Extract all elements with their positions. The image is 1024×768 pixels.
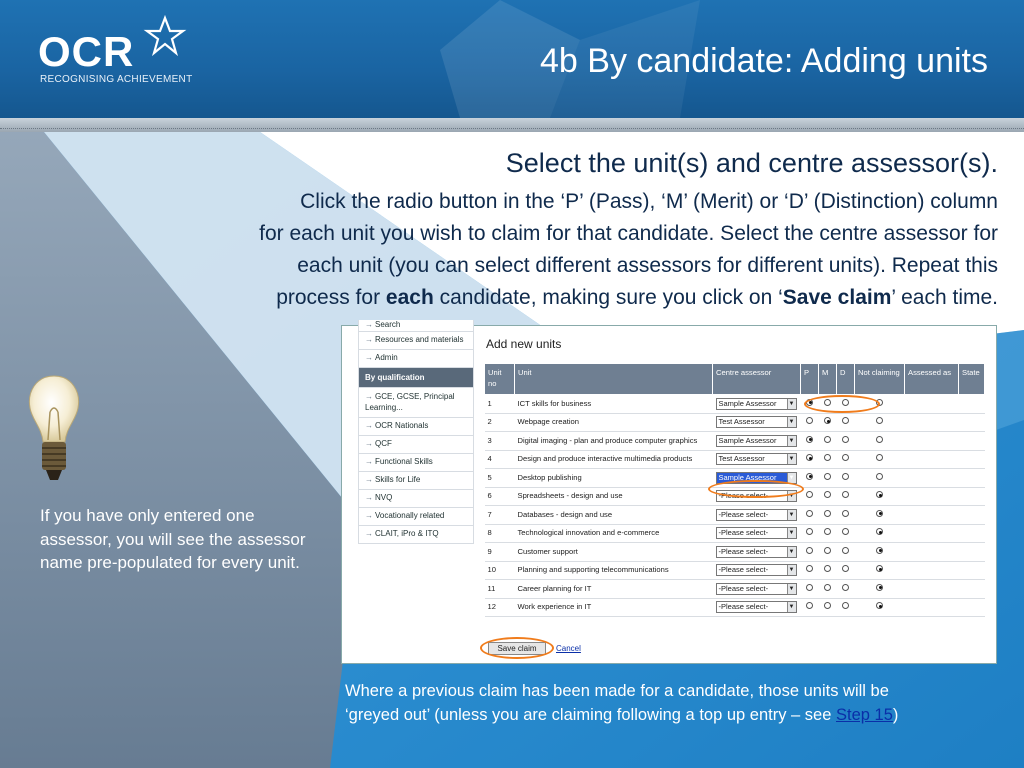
radio-not-claiming[interactable] bbox=[876, 565, 883, 572]
radio-cell bbox=[801, 413, 819, 432]
arrow-icon: → bbox=[365, 493, 373, 502]
radio-distinction[interactable] bbox=[842, 547, 849, 554]
unit-name-cell: Planning and supporting telecommunications bbox=[515, 561, 713, 580]
add-units-title: Add new units bbox=[486, 337, 562, 351]
assessor-select[interactable] bbox=[716, 398, 797, 410]
nav-item[interactable] bbox=[358, 472, 474, 490]
radio-cell bbox=[801, 580, 819, 599]
radio-cell bbox=[819, 450, 837, 469]
radio-pass[interactable] bbox=[806, 602, 813, 609]
col-state: State bbox=[959, 364, 985, 395]
radio-merit[interactable] bbox=[824, 584, 831, 591]
radio-distinction[interactable] bbox=[842, 491, 849, 498]
radio-cell bbox=[855, 580, 905, 599]
col-merit: M bbox=[819, 364, 837, 395]
state-cell bbox=[959, 450, 985, 469]
assessor-select-value: Sample Assessor bbox=[718, 472, 777, 482]
star-icon bbox=[145, 16, 185, 56]
header-bar bbox=[0, 0, 1024, 118]
radio-cell bbox=[855, 543, 905, 562]
unit-no-cell: 4 bbox=[485, 450, 515, 469]
assessor-cell bbox=[713, 561, 801, 580]
assessed-as-cell bbox=[905, 395, 959, 414]
radio-merit[interactable] bbox=[824, 547, 831, 554]
radio-pass[interactable] bbox=[806, 417, 813, 424]
arrow-icon: → bbox=[365, 335, 373, 344]
state-cell bbox=[959, 432, 985, 451]
assessed-as-cell bbox=[905, 543, 959, 562]
unit-name-cell: Databases - design and use bbox=[515, 506, 713, 525]
assessor-cell bbox=[713, 395, 801, 414]
nav-item[interactable] bbox=[358, 368, 474, 388]
chevron-down-icon: ▼ bbox=[787, 399, 796, 409]
arrow-icon: → bbox=[365, 511, 373, 520]
radio-cell bbox=[855, 469, 905, 488]
radio-cell bbox=[801, 524, 819, 543]
nav-item-label: Admin bbox=[375, 353, 398, 362]
radio-distinction[interactable] bbox=[842, 454, 849, 461]
nav-item-label: CLAIT, iPro & ITQ bbox=[375, 529, 439, 538]
state-cell bbox=[959, 561, 985, 580]
unit-no-cell: 7 bbox=[485, 506, 515, 525]
lightbulb-icon bbox=[24, 372, 84, 490]
nav-item-label: Functional Skills bbox=[375, 457, 433, 466]
unit-no-cell: 10 bbox=[485, 561, 515, 580]
radio-cell bbox=[855, 450, 905, 469]
radio-cell bbox=[837, 580, 855, 599]
radio-cell bbox=[855, 524, 905, 543]
logo-tagline: RECOGNISING ACHIEVEMENT bbox=[40, 74, 193, 85]
radio-merit[interactable] bbox=[824, 417, 831, 424]
text-fragment: process for bbox=[276, 286, 386, 309]
nav-item[interactable] bbox=[358, 320, 474, 332]
radio-cell bbox=[837, 524, 855, 543]
unit-no-cell: 8 bbox=[485, 524, 515, 543]
note-text-end: ) bbox=[892, 705, 899, 724]
col-unit-no: Unit no bbox=[485, 364, 515, 395]
nav-item[interactable] bbox=[358, 508, 474, 526]
radio-pass[interactable] bbox=[806, 491, 813, 498]
assessor-select-value: Sample Assessor bbox=[718, 398, 777, 408]
radio-cell bbox=[837, 432, 855, 451]
assessor-select-value: Test Assessor bbox=[718, 454, 765, 464]
chevron-down-icon: ▼ bbox=[787, 584, 796, 594]
chevron-down-icon: ▼ bbox=[787, 565, 796, 575]
col-distinction: D bbox=[837, 364, 855, 395]
radio-cell bbox=[837, 413, 855, 432]
table-row bbox=[485, 395, 985, 414]
highlight-ring-save bbox=[480, 637, 554, 659]
radio-merit[interactable] bbox=[824, 602, 831, 609]
radio-cell bbox=[819, 543, 837, 562]
state-cell bbox=[959, 395, 985, 414]
assessor-select[interactable] bbox=[716, 416, 797, 428]
text-fragment: candidate, making sure you click on ‘ bbox=[433, 286, 783, 309]
assessor-select-value: -Please select- bbox=[718, 491, 769, 501]
arrow-icon: → bbox=[365, 421, 373, 430]
table-row bbox=[485, 413, 985, 432]
nav-item[interactable] bbox=[358, 436, 474, 454]
state-cell bbox=[959, 580, 985, 599]
radio-cell bbox=[819, 413, 837, 432]
radio-cell bbox=[801, 598, 819, 617]
step-15-link[interactable]: Step 15 bbox=[836, 705, 893, 724]
radio-distinction[interactable] bbox=[842, 565, 849, 572]
table-row bbox=[485, 506, 985, 525]
radio-cell bbox=[855, 506, 905, 525]
chevron-down-icon: ▼ bbox=[787, 417, 796, 427]
state-cell bbox=[959, 524, 985, 543]
assessed-as-cell bbox=[905, 506, 959, 525]
arrow-icon: → bbox=[365, 353, 373, 362]
arrow-icon: → bbox=[365, 320, 373, 329]
table-header-row bbox=[485, 364, 985, 395]
state-cell bbox=[959, 543, 985, 562]
assessor-select-value: -Please select- bbox=[718, 528, 769, 538]
chevron-down-icon: ▼ bbox=[787, 454, 796, 464]
state-cell bbox=[959, 487, 985, 506]
radio-cell bbox=[801, 450, 819, 469]
radio-cell bbox=[801, 561, 819, 580]
arrow-icon: → bbox=[365, 457, 373, 466]
chevron-down-icon: ▼ bbox=[787, 510, 796, 520]
unit-name-cell: Desktop publishing bbox=[515, 469, 713, 488]
radio-cell bbox=[837, 487, 855, 506]
nav-item[interactable] bbox=[358, 526, 474, 544]
radio-not-claiming[interactable] bbox=[876, 547, 883, 554]
table-row bbox=[485, 598, 985, 617]
assessed-as-cell bbox=[905, 469, 959, 488]
assessor-select[interactable] bbox=[716, 509, 797, 521]
nav-item-label: Search bbox=[375, 320, 401, 329]
radio-not-claiming[interactable] bbox=[876, 528, 883, 535]
assessed-as-cell bbox=[905, 561, 959, 580]
nav-item[interactable] bbox=[358, 350, 474, 368]
radio-pass[interactable] bbox=[806, 528, 813, 535]
radio-not-claiming[interactable] bbox=[876, 510, 883, 517]
radio-not-claiming[interactable] bbox=[876, 491, 883, 498]
unit-name-cell: Customer support bbox=[515, 543, 713, 562]
radio-distinction[interactable] bbox=[842, 528, 849, 535]
table-row bbox=[485, 580, 985, 599]
unit-no-cell: 9 bbox=[485, 543, 515, 562]
nav-item-label: Vocationally related bbox=[375, 511, 445, 520]
radio-merit[interactable] bbox=[824, 436, 831, 443]
assessed-as-cell bbox=[905, 432, 959, 451]
state-cell bbox=[959, 469, 985, 488]
unit-name-cell: Digital imaging - plan and produce computer graphics bbox=[515, 432, 713, 451]
radio-cell bbox=[819, 469, 837, 488]
instruction-line bbox=[78, 282, 998, 314]
state-cell bbox=[959, 413, 985, 432]
unit-no-cell: 12 bbox=[485, 598, 515, 617]
instruction-line: Click the radio button in the ‘P’ (Pass), ‘M’ (Merit) or ‘D’ (Distinction) column bbox=[300, 190, 998, 213]
unit-name-cell: Technological innovation and e-commerce bbox=[515, 524, 713, 543]
unit-no-cell: 1 bbox=[485, 395, 515, 414]
assessor-cell bbox=[713, 432, 801, 451]
radio-cell bbox=[801, 432, 819, 451]
col-centre-assessor: Centre assessor bbox=[713, 364, 801, 395]
nav-item[interactable] bbox=[358, 490, 474, 508]
nav-item-label: Resources and materials bbox=[375, 335, 464, 344]
radio-merit[interactable] bbox=[824, 528, 831, 535]
radio-cell bbox=[819, 561, 837, 580]
chevron-down-icon: ▼ bbox=[787, 602, 796, 612]
highlight-ring-assessor bbox=[708, 480, 804, 501]
radio-cell bbox=[801, 543, 819, 562]
chevron-down-icon: ▼ bbox=[787, 528, 796, 538]
assessed-as-cell bbox=[905, 487, 959, 506]
unit-no-cell: 2 bbox=[485, 413, 515, 432]
assessor-select[interactable] bbox=[716, 601, 797, 613]
state-cell bbox=[959, 506, 985, 525]
chevron-down-icon: ▼ bbox=[787, 473, 796, 483]
assessor-cell bbox=[713, 598, 801, 617]
nav-item-label: QCF bbox=[375, 439, 392, 448]
nav-item[interactable] bbox=[358, 388, 474, 418]
radio-cell bbox=[837, 543, 855, 562]
assessor-select-value: -Please select- bbox=[718, 583, 769, 593]
assessor-cell bbox=[713, 580, 801, 599]
greyed-out-note bbox=[345, 680, 905, 727]
table-row bbox=[485, 450, 985, 469]
nav-item-label: NVQ bbox=[375, 493, 393, 502]
radio-cell bbox=[837, 469, 855, 488]
table-row bbox=[485, 561, 985, 580]
assessor-select[interactable] bbox=[716, 435, 797, 447]
radio-cell bbox=[855, 413, 905, 432]
assessor-select-value: -Please select- bbox=[718, 509, 769, 519]
assessed-as-cell bbox=[905, 524, 959, 543]
arrow-icon: → bbox=[365, 392, 373, 401]
cancel-link[interactable]: Cancel bbox=[556, 644, 581, 653]
unit-name-cell: Design and produce interactive multimedia products bbox=[515, 450, 713, 469]
radio-pass[interactable] bbox=[806, 510, 813, 517]
assessor-cell bbox=[713, 413, 801, 432]
arrow-icon: → bbox=[365, 475, 373, 484]
nav-item[interactable] bbox=[358, 332, 474, 350]
assessed-as-cell bbox=[905, 450, 959, 469]
radio-pass[interactable] bbox=[806, 454, 813, 461]
radio-cell bbox=[837, 598, 855, 617]
nav-item-label: GCE, GCSE, Principal Learning... bbox=[365, 392, 455, 412]
assessor-select-value: -Please select- bbox=[718, 565, 769, 575]
radio-cell bbox=[855, 561, 905, 580]
add-units-screenshot bbox=[341, 320, 997, 664]
radio-cell bbox=[819, 580, 837, 599]
arrow-icon: → bbox=[365, 529, 373, 538]
text-fragment: ’ each time. bbox=[891, 286, 998, 309]
radio-distinction[interactable] bbox=[842, 510, 849, 517]
col-assessed-as: Assessed as bbox=[905, 364, 959, 395]
radio-cell bbox=[855, 487, 905, 506]
assessor-select[interactable] bbox=[716, 453, 797, 465]
ocr-logo: OCR bbox=[38, 28, 135, 75]
bold-text: Save claim bbox=[782, 286, 892, 309]
chevron-down-icon: ▼ bbox=[787, 547, 796, 557]
assessor-cell bbox=[713, 524, 801, 543]
radio-cell bbox=[801, 469, 819, 488]
assessor-cell bbox=[713, 543, 801, 562]
radio-cell bbox=[855, 598, 905, 617]
unit-no-cell: 5 bbox=[485, 469, 515, 488]
assessed-as-cell bbox=[905, 413, 959, 432]
nav-item[interactable] bbox=[358, 454, 474, 472]
save-claim-button[interactable]: Save claim bbox=[488, 642, 546, 655]
unit-no-cell: 6 bbox=[485, 487, 515, 506]
chevron-down-icon: ▼ bbox=[787, 436, 796, 446]
assessed-as-cell bbox=[905, 580, 959, 599]
unit-no-cell: 3 bbox=[485, 432, 515, 451]
radio-cell bbox=[819, 487, 837, 506]
assessor-select-value: Test Assessor bbox=[718, 417, 765, 427]
radio-distinction[interactable] bbox=[842, 602, 849, 609]
assessor-select[interactable] bbox=[716, 583, 797, 595]
assessor-select[interactable] bbox=[716, 527, 797, 539]
radio-merit[interactable] bbox=[824, 491, 831, 498]
radio-merit[interactable] bbox=[824, 454, 831, 461]
col-pass: P bbox=[801, 364, 819, 395]
radio-cell bbox=[837, 506, 855, 525]
unit-no-cell: 11 bbox=[485, 580, 515, 599]
arrow-icon: → bbox=[365, 439, 373, 448]
nav-item-label: Skills for Life bbox=[375, 475, 421, 484]
assessor-select[interactable] bbox=[716, 564, 797, 576]
radio-cell bbox=[819, 598, 837, 617]
radio-distinction[interactable] bbox=[842, 417, 849, 424]
divider-band bbox=[0, 118, 1024, 132]
radio-cell bbox=[801, 506, 819, 525]
instruction-line: for each unit you wish to claim for that candidate. Select the centre assessor for bbox=[259, 222, 998, 245]
radio-pass[interactable] bbox=[806, 584, 813, 591]
assessor-select[interactable] bbox=[716, 546, 797, 558]
instruction-line: each unit (you can select different assessors for different units). Repeat this bbox=[297, 254, 998, 277]
radio-pass[interactable] bbox=[806, 436, 813, 443]
table-row bbox=[485, 543, 985, 562]
radio-not-claiming[interactable] bbox=[876, 417, 883, 424]
radio-not-claiming[interactable] bbox=[876, 454, 883, 461]
radio-cell bbox=[837, 561, 855, 580]
assessed-as-cell bbox=[905, 598, 959, 617]
radio-not-claiming[interactable] bbox=[876, 584, 883, 591]
radio-cell bbox=[819, 524, 837, 543]
nav-item-label: By qualification bbox=[365, 373, 425, 382]
assessor-select-value: -Please select- bbox=[718, 602, 769, 612]
radio-cell bbox=[819, 432, 837, 451]
radio-not-claiming[interactable] bbox=[876, 602, 883, 609]
radio-distinction[interactable] bbox=[842, 473, 849, 480]
radio-pass[interactable] bbox=[806, 473, 813, 480]
unit-name-cell: ICT skills for business bbox=[515, 395, 713, 414]
assessor-select-value: -Please select- bbox=[718, 546, 769, 556]
radio-distinction[interactable] bbox=[842, 584, 849, 591]
unit-name-cell: Spreadsheets - design and use bbox=[515, 487, 713, 506]
radio-merit[interactable] bbox=[824, 473, 831, 480]
radio-cell bbox=[819, 506, 837, 525]
assessor-cell bbox=[713, 450, 801, 469]
table-row bbox=[485, 432, 985, 451]
radio-merit[interactable] bbox=[824, 565, 831, 572]
slide-title: 4b By candidate: Adding units bbox=[540, 42, 988, 80]
table-row bbox=[485, 524, 985, 543]
state-cell bbox=[959, 598, 985, 617]
bold-text: each bbox=[385, 286, 434, 309]
radio-pass[interactable] bbox=[806, 547, 813, 554]
col-not-claiming: Not claiming bbox=[855, 364, 905, 395]
radio-cell bbox=[837, 450, 855, 469]
radio-not-claiming[interactable] bbox=[876, 436, 883, 443]
unit-name-cell: Work experience in IT bbox=[515, 598, 713, 617]
radio-cell bbox=[855, 432, 905, 451]
unit-name-cell: Webpage creation bbox=[515, 413, 713, 432]
instruction-text bbox=[78, 186, 998, 314]
radio-merit[interactable] bbox=[824, 510, 831, 517]
radio-not-claiming[interactable] bbox=[876, 473, 883, 480]
unit-name-cell: Career planning for IT bbox=[515, 580, 713, 599]
radio-pass[interactable] bbox=[806, 565, 813, 572]
assessor-note: If you have only entered one assessor, you will see the assessor name pre-populated for every unit. bbox=[40, 506, 306, 572]
nav-item-label: OCR Nationals bbox=[375, 421, 429, 430]
qualification-nav bbox=[358, 320, 474, 544]
highlight-ring-radios bbox=[804, 395, 880, 413]
radio-distinction[interactable] bbox=[842, 436, 849, 443]
assessor-select-value: Sample Assessor bbox=[718, 435, 777, 445]
chevron-down-icon: ▼ bbox=[787, 491, 796, 501]
nav-item[interactable] bbox=[358, 418, 474, 436]
note-text: Where a previous claim has been made for a candidate, those units will be ‘greyed out’ (unless you are claiming following a top up entry – see bbox=[345, 682, 889, 724]
instruction-heading: Select the unit(s) and centre assessor(s). bbox=[505, 148, 998, 178]
assessor-cell bbox=[713, 506, 801, 525]
col-unit: Unit bbox=[515, 364, 713, 395]
